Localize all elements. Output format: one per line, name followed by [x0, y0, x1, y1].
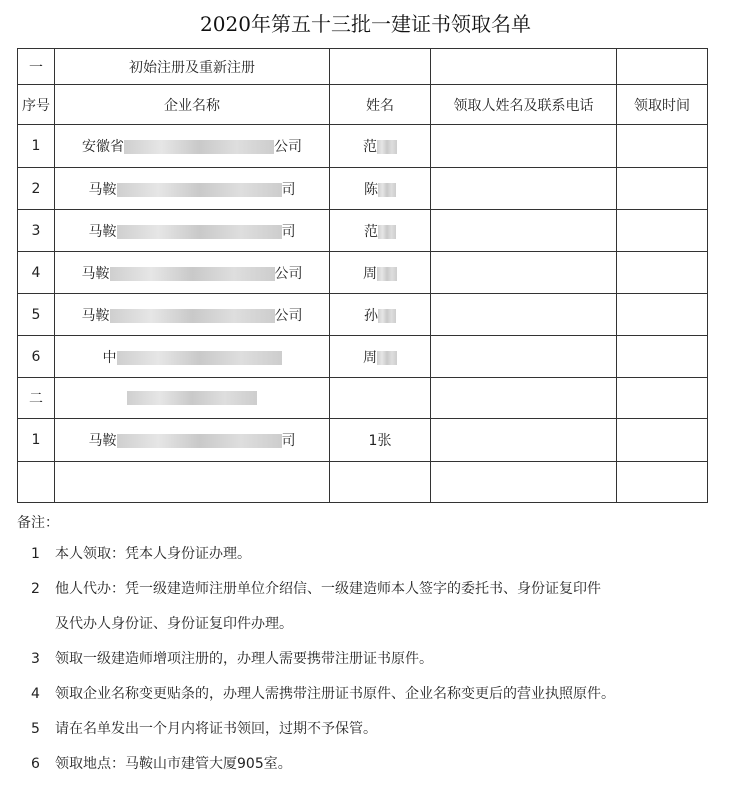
note-item: [17, 719, 717, 739]
company-end: 司: [281, 433, 296, 449]
table-row: [18, 252, 708, 294]
note-number: 3: [31, 651, 40, 667]
company-start: 安徽省: [82, 139, 124, 155]
redacted-block: [110, 267, 275, 281]
header-company: 企业名称: [55, 85, 330, 125]
note-text: 领取企业名称变更贴条的，办理人需携带注册证书原件、企业名称变更后的营业执照原件。: [55, 686, 615, 702]
row-seq: 2: [18, 168, 55, 210]
person-name: 周: [363, 265, 377, 282]
name-cell: [330, 168, 431, 210]
header-row: [18, 85, 708, 125]
row-seq: 3: [18, 210, 55, 252]
table-row: [18, 336, 708, 378]
redacted-block: [117, 434, 282, 448]
row-seq: 1: [18, 419, 55, 462]
note-number: 5: [31, 721, 40, 737]
row-seq: 5: [18, 294, 55, 336]
company-start: 马鞍: [81, 265, 110, 282]
redacted-block: [378, 183, 396, 197]
section-label: 初始注册及重新注册: [55, 49, 330, 85]
table-row: [18, 168, 708, 210]
company-cell: [55, 252, 330, 294]
name-cell: [330, 252, 431, 294]
person-name: 范: [363, 139, 377, 155]
company-start: 马鞍: [88, 223, 117, 240]
header-seq: 序号: [18, 85, 55, 125]
company-cell: [55, 210, 330, 252]
note-item: [17, 684, 717, 704]
note-item: [17, 544, 717, 564]
note-item: [17, 754, 717, 774]
redacted-block: [377, 351, 397, 365]
note-text: 领取地点：马鞍山市建管大厦905室。: [55, 756, 292, 772]
company-start: 马鞍: [88, 433, 117, 449]
table-row: [18, 210, 708, 252]
name-cell: [330, 294, 431, 336]
redacted-block: [117, 351, 282, 365]
name-cell: [330, 336, 431, 378]
note-number: 1: [31, 546, 40, 562]
person-name: 周: [363, 349, 377, 366]
note-text: 请在名单发出一个月内将证书领回，过期不予保管。: [55, 721, 377, 737]
redacted-block: [127, 391, 257, 405]
redacted-block: [377, 267, 397, 281]
company-cell: [55, 125, 330, 168]
page-title: 2020年第五十三批一建证书领取名单: [200, 12, 531, 36]
company-start: 马鞍: [88, 181, 117, 198]
note-text: 本人领取：凭本人身份证办理。: [55, 546, 251, 562]
note-number: 2: [31, 581, 40, 597]
note-text: 他人代办：凭一级建造师注册单位介绍信、一级建造师本人签字的委托书、身份证复印件: [55, 581, 601, 597]
redacted-block: [378, 309, 396, 323]
company-end: 公司: [274, 265, 303, 282]
header-name: 姓名: [330, 85, 431, 125]
company-end: 公司: [274, 307, 303, 324]
certificate-table: [17, 48, 708, 503]
note-text-continued: 及代办人身份证、身份证复印件办理。: [55, 616, 293, 632]
company-cell: [55, 294, 330, 336]
company-end: 司: [281, 181, 296, 198]
company-end: 公司: [274, 139, 302, 155]
note-text: 领取一级建造师增项注册的，办理人需要携带注册证书原件。: [55, 651, 433, 667]
table-row: [18, 125, 708, 168]
section-row-2: [18, 378, 708, 419]
notes-heading: 备注：: [17, 515, 59, 531]
note-number: 6: [31, 756, 40, 772]
redacted-block: [378, 225, 396, 239]
row-seq: 6: [18, 336, 55, 378]
redacted-block: [117, 225, 282, 239]
company-end: 司: [281, 223, 296, 240]
note-item: [17, 649, 717, 669]
name-cell: [330, 125, 431, 168]
person-name: 范: [364, 223, 378, 240]
notes-section: [17, 512, 717, 789]
section-number: 一: [18, 49, 55, 85]
section-label: [55, 378, 330, 419]
empty-row: [18, 462, 708, 503]
section-row-1: [18, 49, 708, 85]
redacted-block: [377, 140, 397, 154]
company-start: 中: [102, 349, 117, 366]
company-cell: [55, 168, 330, 210]
person-name: 孙: [364, 307, 378, 324]
name-cell: [330, 210, 431, 252]
section-number: 二: [18, 378, 55, 419]
table-row: [18, 419, 708, 462]
person-name: 陈: [364, 181, 378, 198]
header-contact: 领取人姓名及联系电话: [431, 85, 617, 125]
name-cell: 1张: [330, 419, 431, 462]
table-row: [18, 294, 708, 336]
row-seq: 4: [18, 252, 55, 294]
redacted-block: [117, 183, 282, 197]
company-cell: [55, 336, 330, 378]
redacted-block: [110, 309, 275, 323]
redacted-block: [124, 140, 274, 154]
note-item: [17, 579, 717, 634]
row-seq: 1: [18, 125, 55, 168]
note-number: 4: [31, 686, 40, 702]
company-start: 马鞍: [81, 307, 110, 324]
header-time: 领取时间: [617, 85, 708, 125]
company-cell: [55, 419, 330, 462]
